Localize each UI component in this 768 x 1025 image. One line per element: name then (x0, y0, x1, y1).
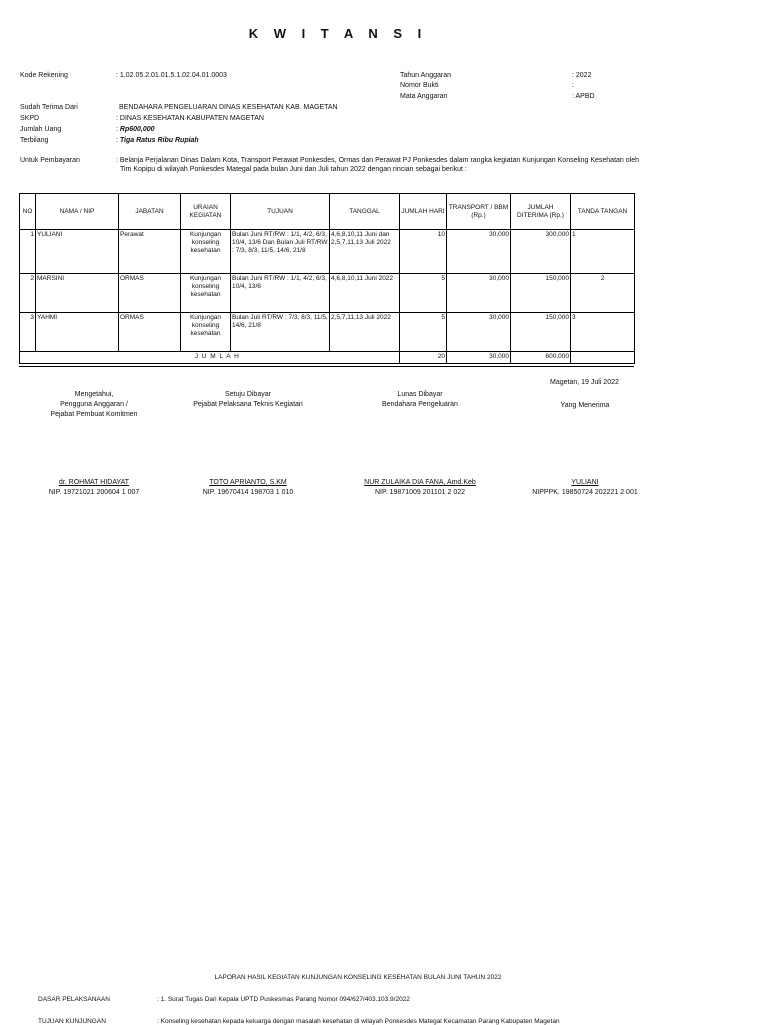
row-ttd: 1 (571, 230, 635, 274)
header-ttd: TANDA TANGAN (571, 194, 635, 230)
sig-nip: NIPPPK. 19850724 202221 2 001 (532, 489, 638, 496)
sig-nip: NIP. 19670414 198703 1 010 (202, 489, 294, 496)
tahun-anggaran-value: : 2022 (572, 72, 592, 79)
sig-role-line1: Mengetahui, (74, 391, 114, 398)
row-hari: 5 (400, 313, 447, 352)
sig-name: TOTO APRIANTO, S.KM (209, 479, 287, 486)
dasar-pelaksanaan-label: DASAR PELAKSANAAN (38, 996, 110, 1003)
total-hari: 20 (400, 352, 447, 364)
row-no: 2 (20, 274, 36, 313)
terima-dari-label: Sudah Terima Dari (20, 104, 78, 111)
row-jabatan: ORMAS (119, 274, 181, 313)
kode-rekening-label: Kode Rekening (20, 72, 68, 79)
sig-name: NUR ZULAIKA DIA FANA, Amd.Keb (364, 479, 476, 486)
row-transport: 30,000 (447, 230, 511, 274)
header-transport: TRANSPORT / BBM (Rp.) (447, 194, 511, 230)
row-ttd: 2 (571, 274, 635, 313)
row-nama: MARSINI (36, 274, 119, 313)
row-diterima: 300,000 (511, 230, 571, 274)
signature-block-pptk (168, 390, 328, 410)
row-transport: 30,000 (447, 313, 511, 352)
row-jabatan: Perawat (119, 230, 181, 274)
header-tujuan: TUJUAN (231, 194, 330, 230)
nomor-bukti-label: Nomor Bukti (400, 82, 439, 89)
untuk-pembayaran-line1: : Belanja Perjalanan Dinas Dalam Kota, Transport Perawat Ponkesdes, Ormas dan Perawat PJ Ponkesdes dalam rangka kegiatan Kunjungan Konseling Kesehatan oleh (116, 157, 639, 164)
row-ttd: 3 (571, 313, 635, 352)
total-label: J U M L A H (36, 352, 400, 364)
header-uraian: URAIAN KEGIATAN (181, 194, 231, 230)
signature-block-ppk (14, 390, 174, 420)
row-tujuan: Bulan Juni RT/RW : 1/1, 4/2, 6/3, 10/4, 13/6 Dan Bulan Juli RT/RW : 7/3, 8/3, 11/5, 14/6, 21/8 (231, 230, 330, 274)
table-row (20, 230, 635, 274)
total-diterima: 600,000 (511, 352, 571, 364)
header-hari: JUMLAH HARI (400, 194, 447, 230)
tujuan-kunjungan-label: TUJUAN KUNJUNGAN (38, 1018, 106, 1025)
row-tanggal: 2,5,7,11,13 Juli 2022 (330, 313, 400, 352)
row-transport: 30,000 (447, 274, 511, 313)
sig-role-line2: Yang Menerima (560, 402, 610, 409)
sig-name: YULIANI (571, 479, 599, 486)
skpd-label: SKPD (20, 115, 40, 122)
skpd-value: : DINAS KESEHATAN KABUPATEN MAGETAN (116, 115, 264, 122)
nomor-bukti-value: : (572, 82, 574, 89)
terbilang-label: Terbilang (20, 137, 49, 144)
terima-dari-value: BENDAHARA PENGELUARAN DINAS KESEHATAN KAB. MAGETAN (119, 104, 338, 111)
rincian-table (19, 193, 635, 364)
report-title: LAPORAN HASIL KEGIATAN KUNJUNGAN KONSELING KESEHATAN BULAN JUNI TAHUN 2022 (214, 974, 502, 981)
row-uraian: Kunjungan konseling kesehatan (181, 313, 231, 352)
mata-anggaran-label: Mata Anggaran (400, 93, 448, 100)
sig-role-line2: Pengguna Anggaran / (60, 401, 128, 408)
jumlah-uang-label: Jumlah Uang (20, 126, 62, 133)
table-header-row (20, 194, 635, 230)
header-jabatan: JABATAN (119, 194, 181, 230)
mata-anggaran-value: : APBD (572, 93, 595, 100)
header-no: NO (20, 194, 36, 230)
untuk-pembayaran-label: Untuk Pembayaran (20, 157, 80, 164)
signatory-ppk (14, 478, 174, 498)
header-nama: NAMA / NIP (36, 194, 119, 230)
untuk-pembayaran-line2: Tim Kopipu di wilayah Ponkesdes Mategal pada bulan Juni dan Juli tahun 2022 dengan rincian sebagai berikut : (120, 166, 467, 173)
sig-role-line1: Lunas Dibayar (397, 391, 443, 398)
row-no: 3 (20, 313, 36, 352)
signatory-penerima (505, 478, 665, 498)
signatory-bendahara (340, 478, 500, 498)
signatory-pptk (168, 478, 328, 498)
row-tujuan: Bulan Juni RT/RW : 1/1, 4/2, 6/3, 10/4, 13/6 (231, 274, 330, 313)
terbilang-text: Tiga Ratus Ribu Rupiah (119, 137, 199, 144)
table-row (20, 313, 635, 352)
kode-rekening-value: : 1.02.05.2.01.01.5.1.02.04.01.0003 (116, 72, 227, 79)
row-diterima: 150,000 (511, 274, 571, 313)
signature-block-penerima (505, 401, 665, 411)
sig-nip: NIP. 19721021 200604 1 007 (48, 489, 140, 496)
signature-block-bendahara (340, 390, 500, 410)
dasar-pelaksanaan-value: : 1. Surat Tugas Dari Kepala UPTD Puskesmas Parang Nomor 094/627/403.103.9/2022 (157, 996, 410, 1003)
sig-role-line2: Bendahara Pengeluaran (382, 401, 458, 408)
sig-nip: NIP. 19871009 201101 2 022 (374, 489, 466, 496)
document-title: K W I T A N S I (248, 26, 428, 41)
table-bottom-rule (19, 366, 634, 367)
row-no: 1 (20, 230, 36, 274)
row-uraian: Kunjungan konseling kesehatan (181, 274, 231, 313)
terbilang-value: : Tiga Ratus Ribu Rupiah (116, 137, 199, 144)
sig-name: dr. ROHMAT HIDAYAT (58, 479, 130, 486)
row-tujuan: Bulan Juli RT/RW : 7/3, 8/3, 11/5, 14/6, 21/8 (231, 313, 330, 352)
row-hari: 10 (400, 230, 447, 274)
row-nama: YAHMI (36, 313, 119, 352)
jumlah-uang-value: : Rp600,000 (116, 126, 155, 133)
jumlah-uang-amount: Rp600,000 (119, 126, 155, 133)
tujuan-kunjungan-value: : Konseling kesehatan kepada keluarga dengan masalah kesehatan di wilayah Ponkesdes Mategal Kecamatan Parang Kabupaten Magetan (157, 1018, 560, 1025)
sig-role-line3: Pejabat Pembuat Komitmen (50, 411, 138, 418)
header-diterima: JUMLAH DITERIMA (Rp.) (511, 194, 571, 230)
sig-role-line1: Setuju Dibayar (225, 391, 271, 398)
row-diterima: 150,000 (511, 313, 571, 352)
tahun-anggaran-label: Tahun Anggaran (400, 72, 451, 79)
date-place: Magetan, 19 Juli 2022 (550, 379, 619, 386)
total-transport: 30,000 (447, 352, 511, 364)
row-jabatan: ORMAS (119, 313, 181, 352)
row-tanggal: 4,6,8,10,11 Juni dan 2,5,7,11,13 Juli 2022 (330, 230, 400, 274)
header-tanggal: TANGGAL (330, 194, 400, 230)
row-nama: YULIANI (36, 230, 119, 274)
sig-role-line2: Pejabat Pelaksana Teknis Kegiatan (193, 401, 303, 408)
row-uraian: Kunjungan konseling kesehatan (181, 230, 231, 274)
table-row (20, 274, 635, 313)
row-tanggal: 4,6,8,10,11 Juni 2022 (330, 274, 400, 313)
row-hari: 5 (400, 274, 447, 313)
total-row (20, 352, 635, 364)
